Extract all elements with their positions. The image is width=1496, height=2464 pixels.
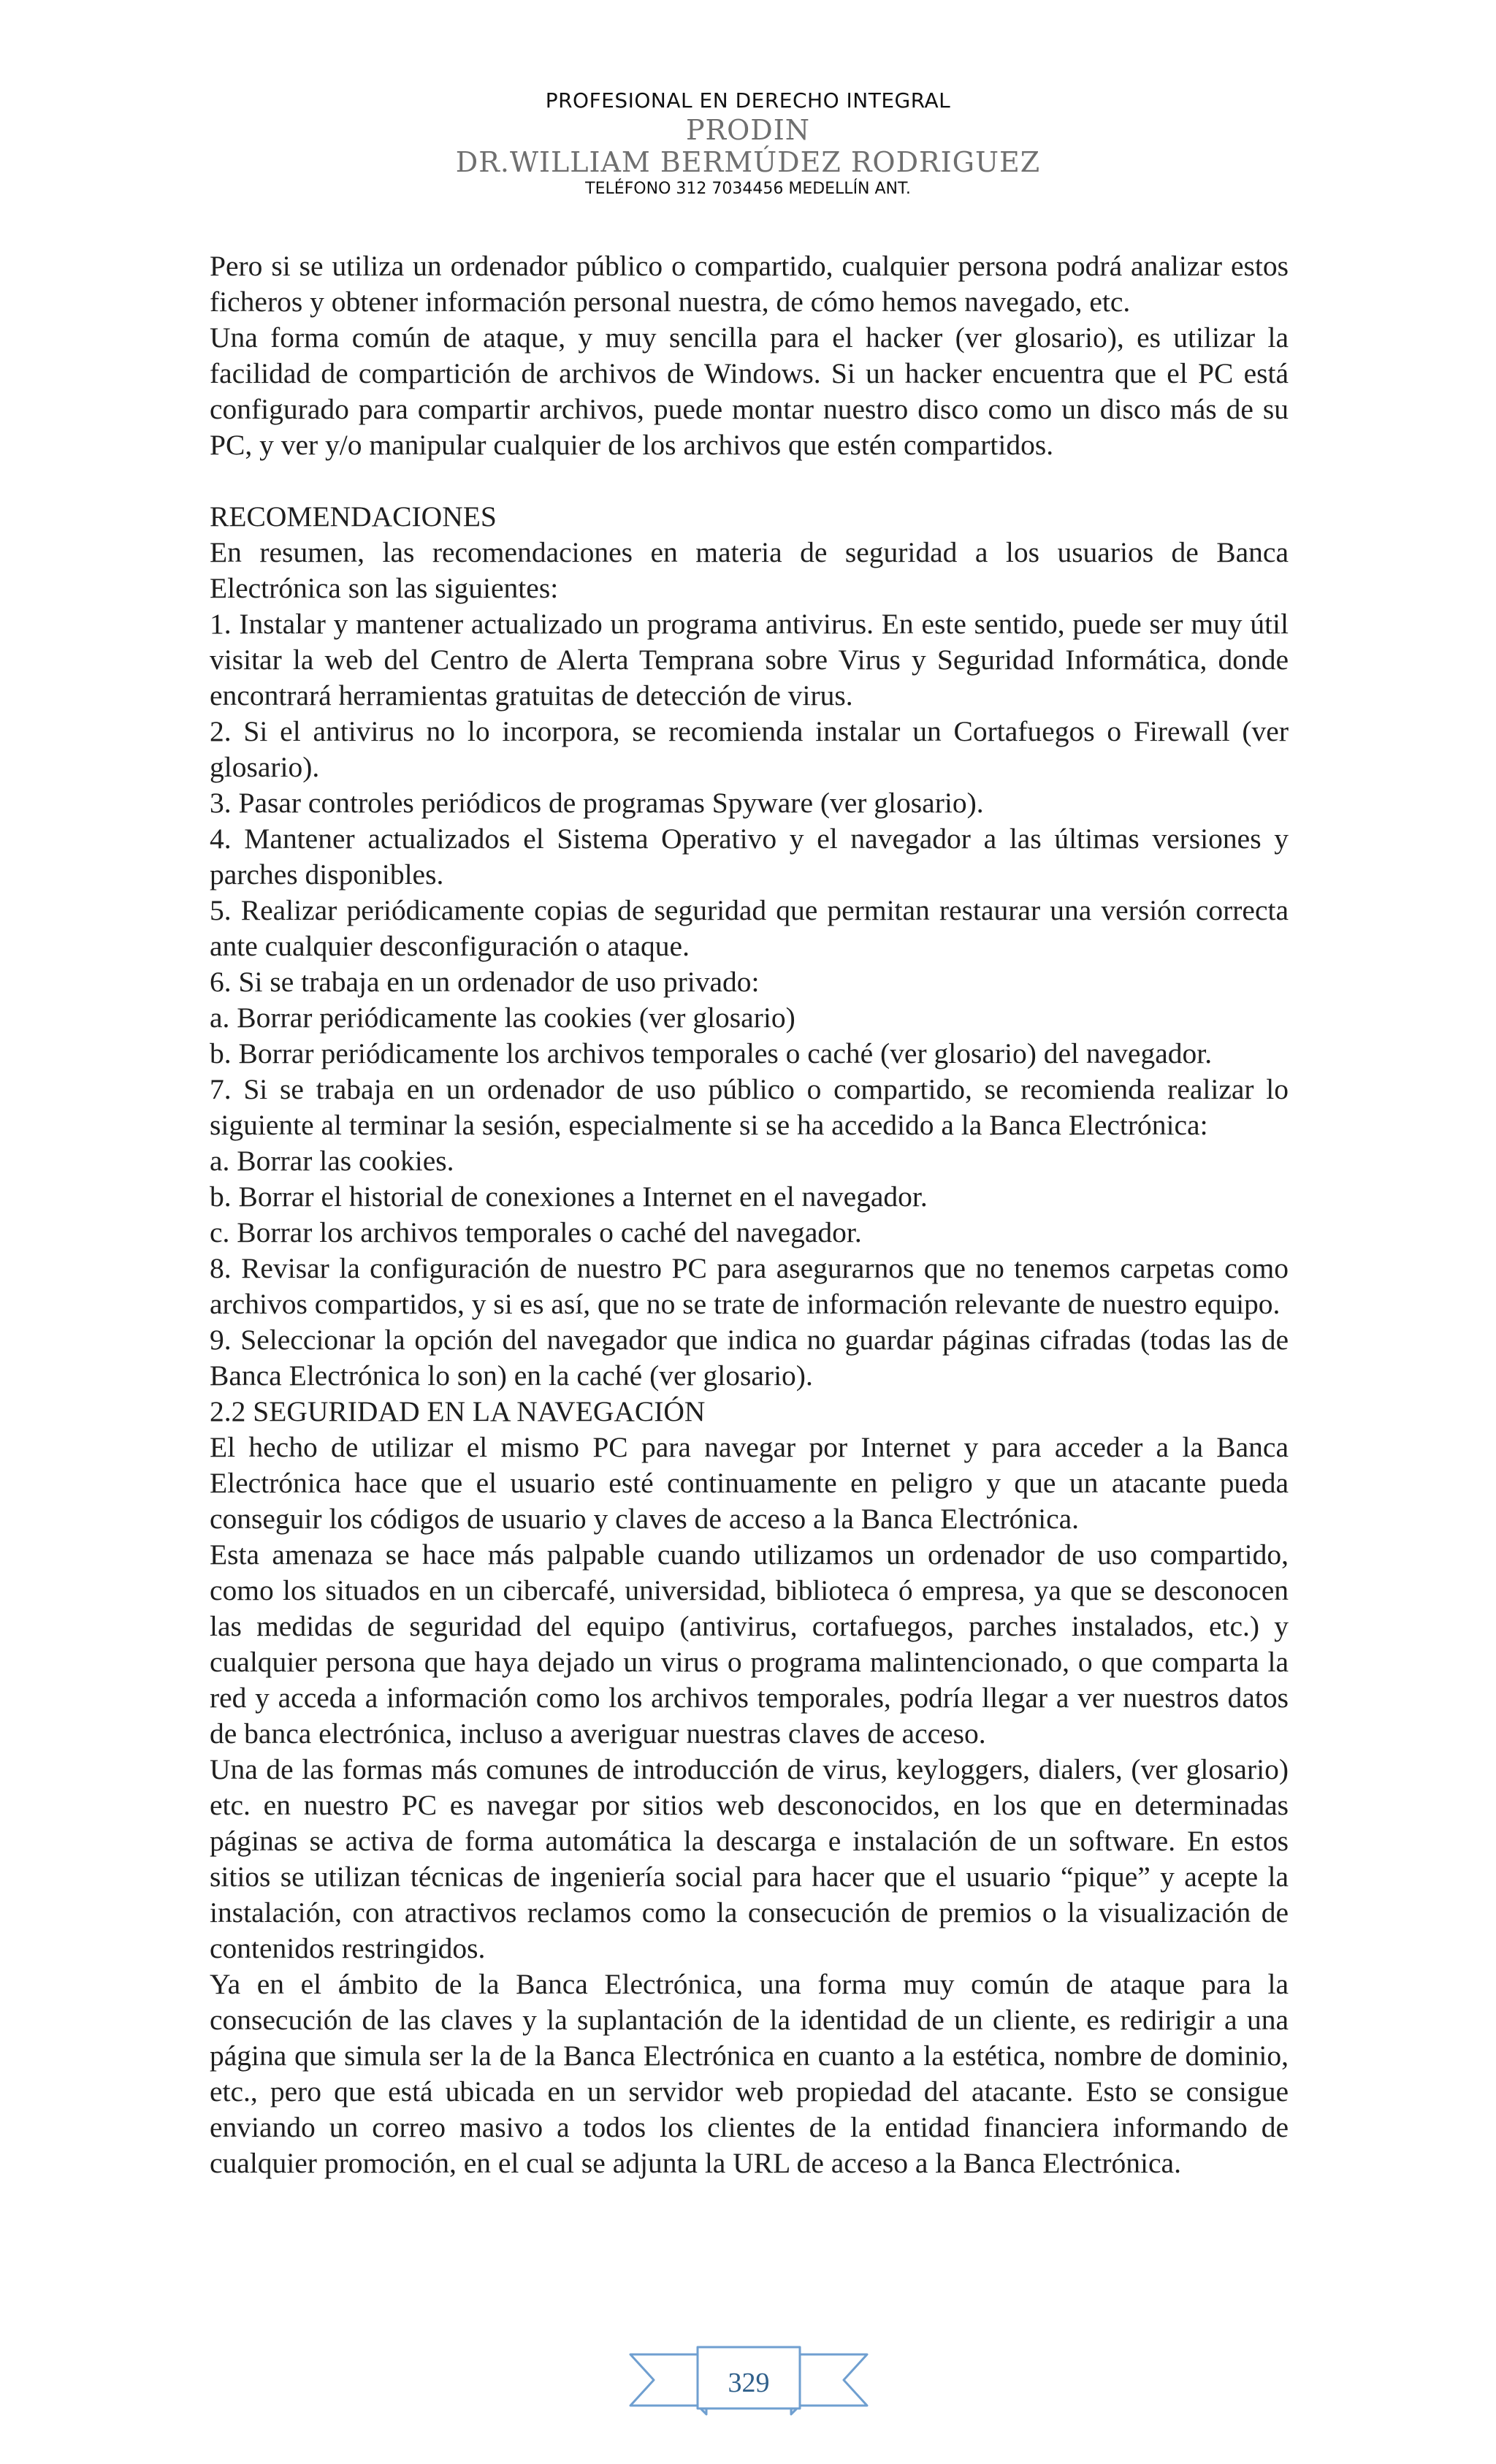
header-contact-line: TELÉFONO 312 7034456 MEDELLÍN ANT. bbox=[585, 180, 911, 198]
page-number: 329 bbox=[728, 2368, 770, 2398]
sub-list-item: c. Borrar los archivos temporales o caché del navegador. bbox=[210, 1216, 862, 1248]
list-item: 1. Instalar y mantener actualizado un programa antivirus. En este sentido, puede ser muy útil visitar la web del Centro de Alerta Temprana sobre Virus y Seguridad Informática, donde encontrará herramientas gratuitas de detección de virus. bbox=[210, 608, 1289, 712]
paragraph: Pero si se utiliza un ordenador público o compartido, cualquier persona podrá analizar estos ficheros y obtener información personal nuestra, de cómo hemos navegado, etc. bbox=[210, 250, 1289, 318]
paragraph: Una forma común de ataque, y muy sencilla para el hacker (ver glosario), es utilizar la facilidad de compartición de archivos de Windows. Si un hacker encuentra que el PC está configurado para compartir archivos, puede montar nuestro disco como un disco más de su PC, y ver y/o manipular cualquier de los archivos que estén compartidos. bbox=[210, 321, 1289, 461]
header-title-line: PROFESIONAL EN DERECHO INTEGRAL bbox=[545, 88, 951, 112]
sub-list-item: a. Borrar las cookies. bbox=[210, 1145, 454, 1177]
paragraph-spacer bbox=[210, 463, 1289, 499]
page-header bbox=[0, 88, 1496, 200]
sub-list-item: a. Borrar periódicamente las cookies (ver glosario) bbox=[210, 1002, 795, 1034]
list-item: 9. Seleccionar la opción del navegador que indica no guardar páginas cifradas (todas las de Banca Electrónica lo son) en la caché (ver glosario). bbox=[210, 1324, 1289, 1392]
ribbon-left-tail bbox=[630, 2354, 706, 2406]
paragraph: Una de las formas más comunes de introducción de virus, keyloggers, dialers, (ver glosario) etc. en nuestro PC es navegar por sitios web desconocidos, en los que en determinadas páginas se activa de forma automática la descarga e instalación de un software. En estos sitios se utilizan técnicas de ingeniería social para hacer que el usuario “pique” y acepte la instalación, con atractivos reclamos como la consecución de premios o la visualización de contenidos restringidos. bbox=[210, 1753, 1289, 1964]
list-item: 3. Pasar controles periódicos de programas Spyware (ver glosario). bbox=[210, 787, 984, 819]
ribbon-right-tail bbox=[791, 2354, 867, 2406]
list-item: 2. Si el antivirus no lo incorpora, se recomienda instalar un Cortafuegos o Firewall (ver glosario). bbox=[210, 715, 1289, 783]
list-item: 7. Si se trabaja en un ordenador de uso público o compartido, se recomienda realizar lo siguiente al terminar la sesión, especialmente si se ha accedido a la Banca Electrónica: bbox=[210, 1073, 1289, 1141]
paragraph: Ya en el ámbito de la Banca Electrónica, una forma muy común de ataque para la consecución de las claves y la suplantación de la identidad de un cliente, es redirigir a una página que simula ser la de la Banca Electrónica en cuanto a la estética, nombre de dominio, etc., pero que está ubicada en un servidor web propiedad del atacante. Esto se consigue enviando un correo masivo a todos los clientes de la entidad financiera informando de cualquier promoción, en el cual se adjunta la URL de acceso a la Banca Electrónica. bbox=[210, 1968, 1289, 2179]
list-item: 4. Mantener actualizados el Sistema Operativo y el navegador a las últimas versiones y parches disponibles. bbox=[210, 823, 1289, 890]
section-heading: RECOMENDACIONES bbox=[210, 500, 497, 533]
header-author-line: DR.WILLIAM BERMÚDEZ RODRIGUEZ bbox=[455, 146, 1041, 178]
document-body bbox=[210, 248, 1289, 2181]
header-brand-line: PRODIN bbox=[685, 114, 811, 146]
paragraph: En resumen, las recomendaciones en materia de seguridad a los usuarios de Banca Electrónica son las siguientes: bbox=[210, 536, 1289, 604]
list-item: 8. Revisar la configuración de nuestro PC para asegurarnos que no tenemos carpetas como archivos compartidos, y si es así, que no se trate de información relevante de nuestro equipo. bbox=[210, 1252, 1289, 1320]
list-item: 5. Realizar periódicamente copias de seguridad que permitan restaurar una versión correcta ante cualquier desconfiguración o ataque. bbox=[210, 894, 1289, 962]
sub-list-item: b. Borrar periódicamente los archivos temporales o caché (ver glosario) del navegador. bbox=[210, 1037, 1213, 1069]
paragraph: Esta amenaza se hace más palpable cuando utilizamos un ordenador de uso compartido, como los situados en un cibercafé, universidad, biblioteca ó empresa, ya que se desconocen las medidas de seguridad del equipo (antivirus, cortafuegos, parches instalados, etc.) y cualquier persona que haya dejado un virus o programa malintencionado, o que comparta la red y acceda a información como los archivos temporales, podría llegar a ver nuestros datos de banca electrónica, incluso a averiguar nuestras claves de acceso. bbox=[210, 1538, 1289, 1750]
paragraph: El hecho de utilizar el mismo PC para navegar por Internet y para acceder a la Banca Electrónica hace que el usuario esté continuamente en peligro y que un atacante pueda conseguir los códigos de usuario y claves de acceso a la Banca Electrónica. bbox=[210, 1431, 1289, 1535]
list-item: 6. Si se trabaja en un ordenador de uso privado: bbox=[210, 966, 760, 998]
section-heading: 2.2 SEGURIDAD EN LA NAVEGACIÓN bbox=[210, 1395, 706, 1427]
sub-list-item: b. Borrar el historial de conexiones a Internet en el navegador. bbox=[210, 1180, 928, 1213]
